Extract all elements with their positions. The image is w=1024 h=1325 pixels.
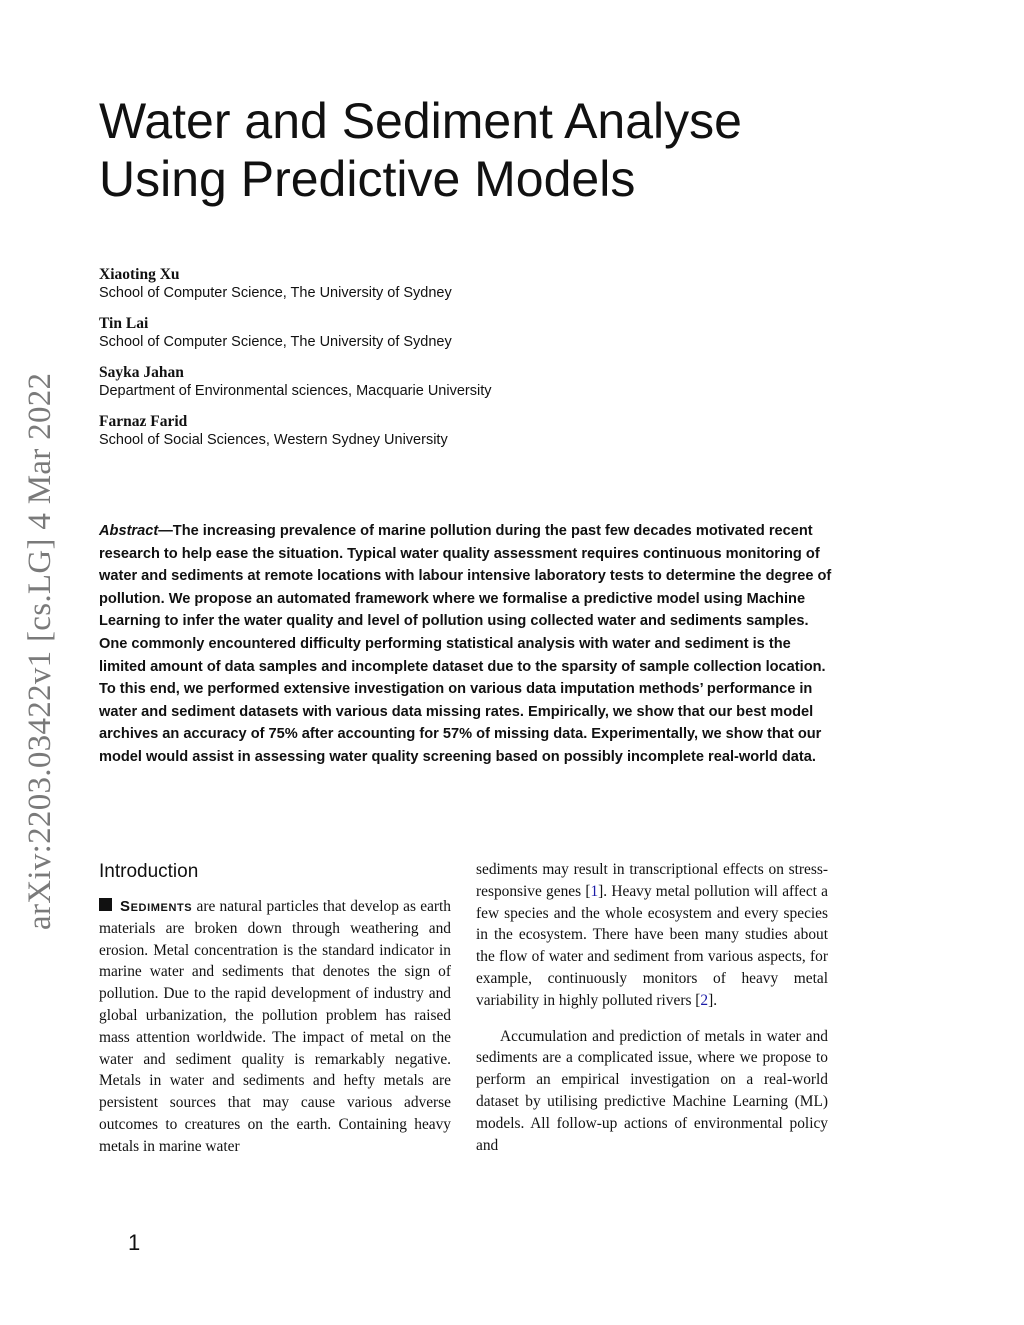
abstract-text: —The increasing prevalence of marine pollution during the past few decades motivated recent research to help ease the situation. Typical water quality assessment requires continuous monitoring of water and sediments at remote locations with labour intensive laboratory tests to determine the degree of pollution. We propose an automated framework where we formalise a predictive model using Machine Learning to infer the water quality and level of pollution using collected water and sediments samples. One commonly encountered difficulty performing statistical analysis with water and sediment is the limited amount of data samples and incomplete dataset due to the sparsity of sample collection location. To this end, we performed extensive investigation on various data imputation methods’ performance in water and sediment datasets with various data missing rates. Empirically, we show that our best model archives an accuracy of 75% after accounting for 57% of missing data. Experimentally, we show that our model would assist in assessing water quality screening based on possibly incomplete real-world data. [99,523,832,765]
arxiv-identifier: arXiv:2203.03422v1 [cs.LG] 4 Mar 2022 [22,372,58,930]
title-line-2: Using Predictive Models [99,151,636,207]
intro-text-right-3: ]. [708,991,718,1009]
author-affiliation: School of Computer Science, The University of Sydney [99,334,452,350]
intro-paragraph-1 [99,896,451,1158]
author-affiliation: School of Computer Science, The University of Sydney [99,285,452,301]
section-heading-introduction: Introduction [99,861,199,882]
author-name: Xiaoting Xu [99,266,180,283]
intro-paragraph-continued [476,859,828,1012]
abstract-label: Abstract [99,523,159,539]
author-block [99,314,799,352]
author-block [99,412,799,450]
author-affiliation: School of Social Sciences, Western Sydney University [99,432,448,448]
author-name: Sayka Jahan [99,364,184,381]
author-block [99,265,799,303]
citation-link-2[interactable]: 2 [700,991,709,1009]
intro-text-right-1: sediments may result in transcriptional effects on stress-responsive genes [ [476,861,828,900]
square-bullet-icon [99,898,112,911]
left-column [99,858,451,1158]
author-affiliation: Department of Environmental sciences, Macquarie University [99,383,492,399]
intro-text-left: are natural particles that develop as earth materials are broken down through weathering and erosion. Metal concentration is the standard indicator in marine water and sediments that denotes the sign of pollution. Due to the rapid development of industry and global urbanization, the pollution problem has raised mass attention worldwide. The impact of metal on the water and sediment quality is remarkably negative. Metals in water and sediments and hefty metals are persistent sources that may cause various adverse outcomes to creatures on the earth. Containing heavy metals in marine water [99,898,451,1155]
title-line-1: Water and Sediment Analyse [99,93,742,149]
author-name: Farnaz Farid [99,413,188,430]
abstract [99,520,834,769]
author-list [99,265,799,461]
intro-text-right-2: ]. Heavy metal pollution will affect a few species and the whole ecosystem and every species in the ecosystem. There have been many studies about the flow of water and sediment from various aspects, for example, continuously monitors of heavy metal variability in highly polluted rivers [ [476,882,828,1009]
author-name: Tin Lai [99,315,149,332]
citation-link-1[interactable]: 1 [590,882,599,900]
lead-word: Sediments [120,898,193,915]
right-column [476,859,828,1156]
intro-paragraph-2: Accumulation and prediction of metals in water and sediments are a complicated issue, where we propose to perform an empirical investigation on a real-world dataset by utilising predictive Machine Learning (ML) models. All follow-up actions of environmental policy and [476,1027,828,1154]
page-number: 1 [128,1230,141,1255]
paper-title [99,92,899,208]
author-block [99,363,799,401]
